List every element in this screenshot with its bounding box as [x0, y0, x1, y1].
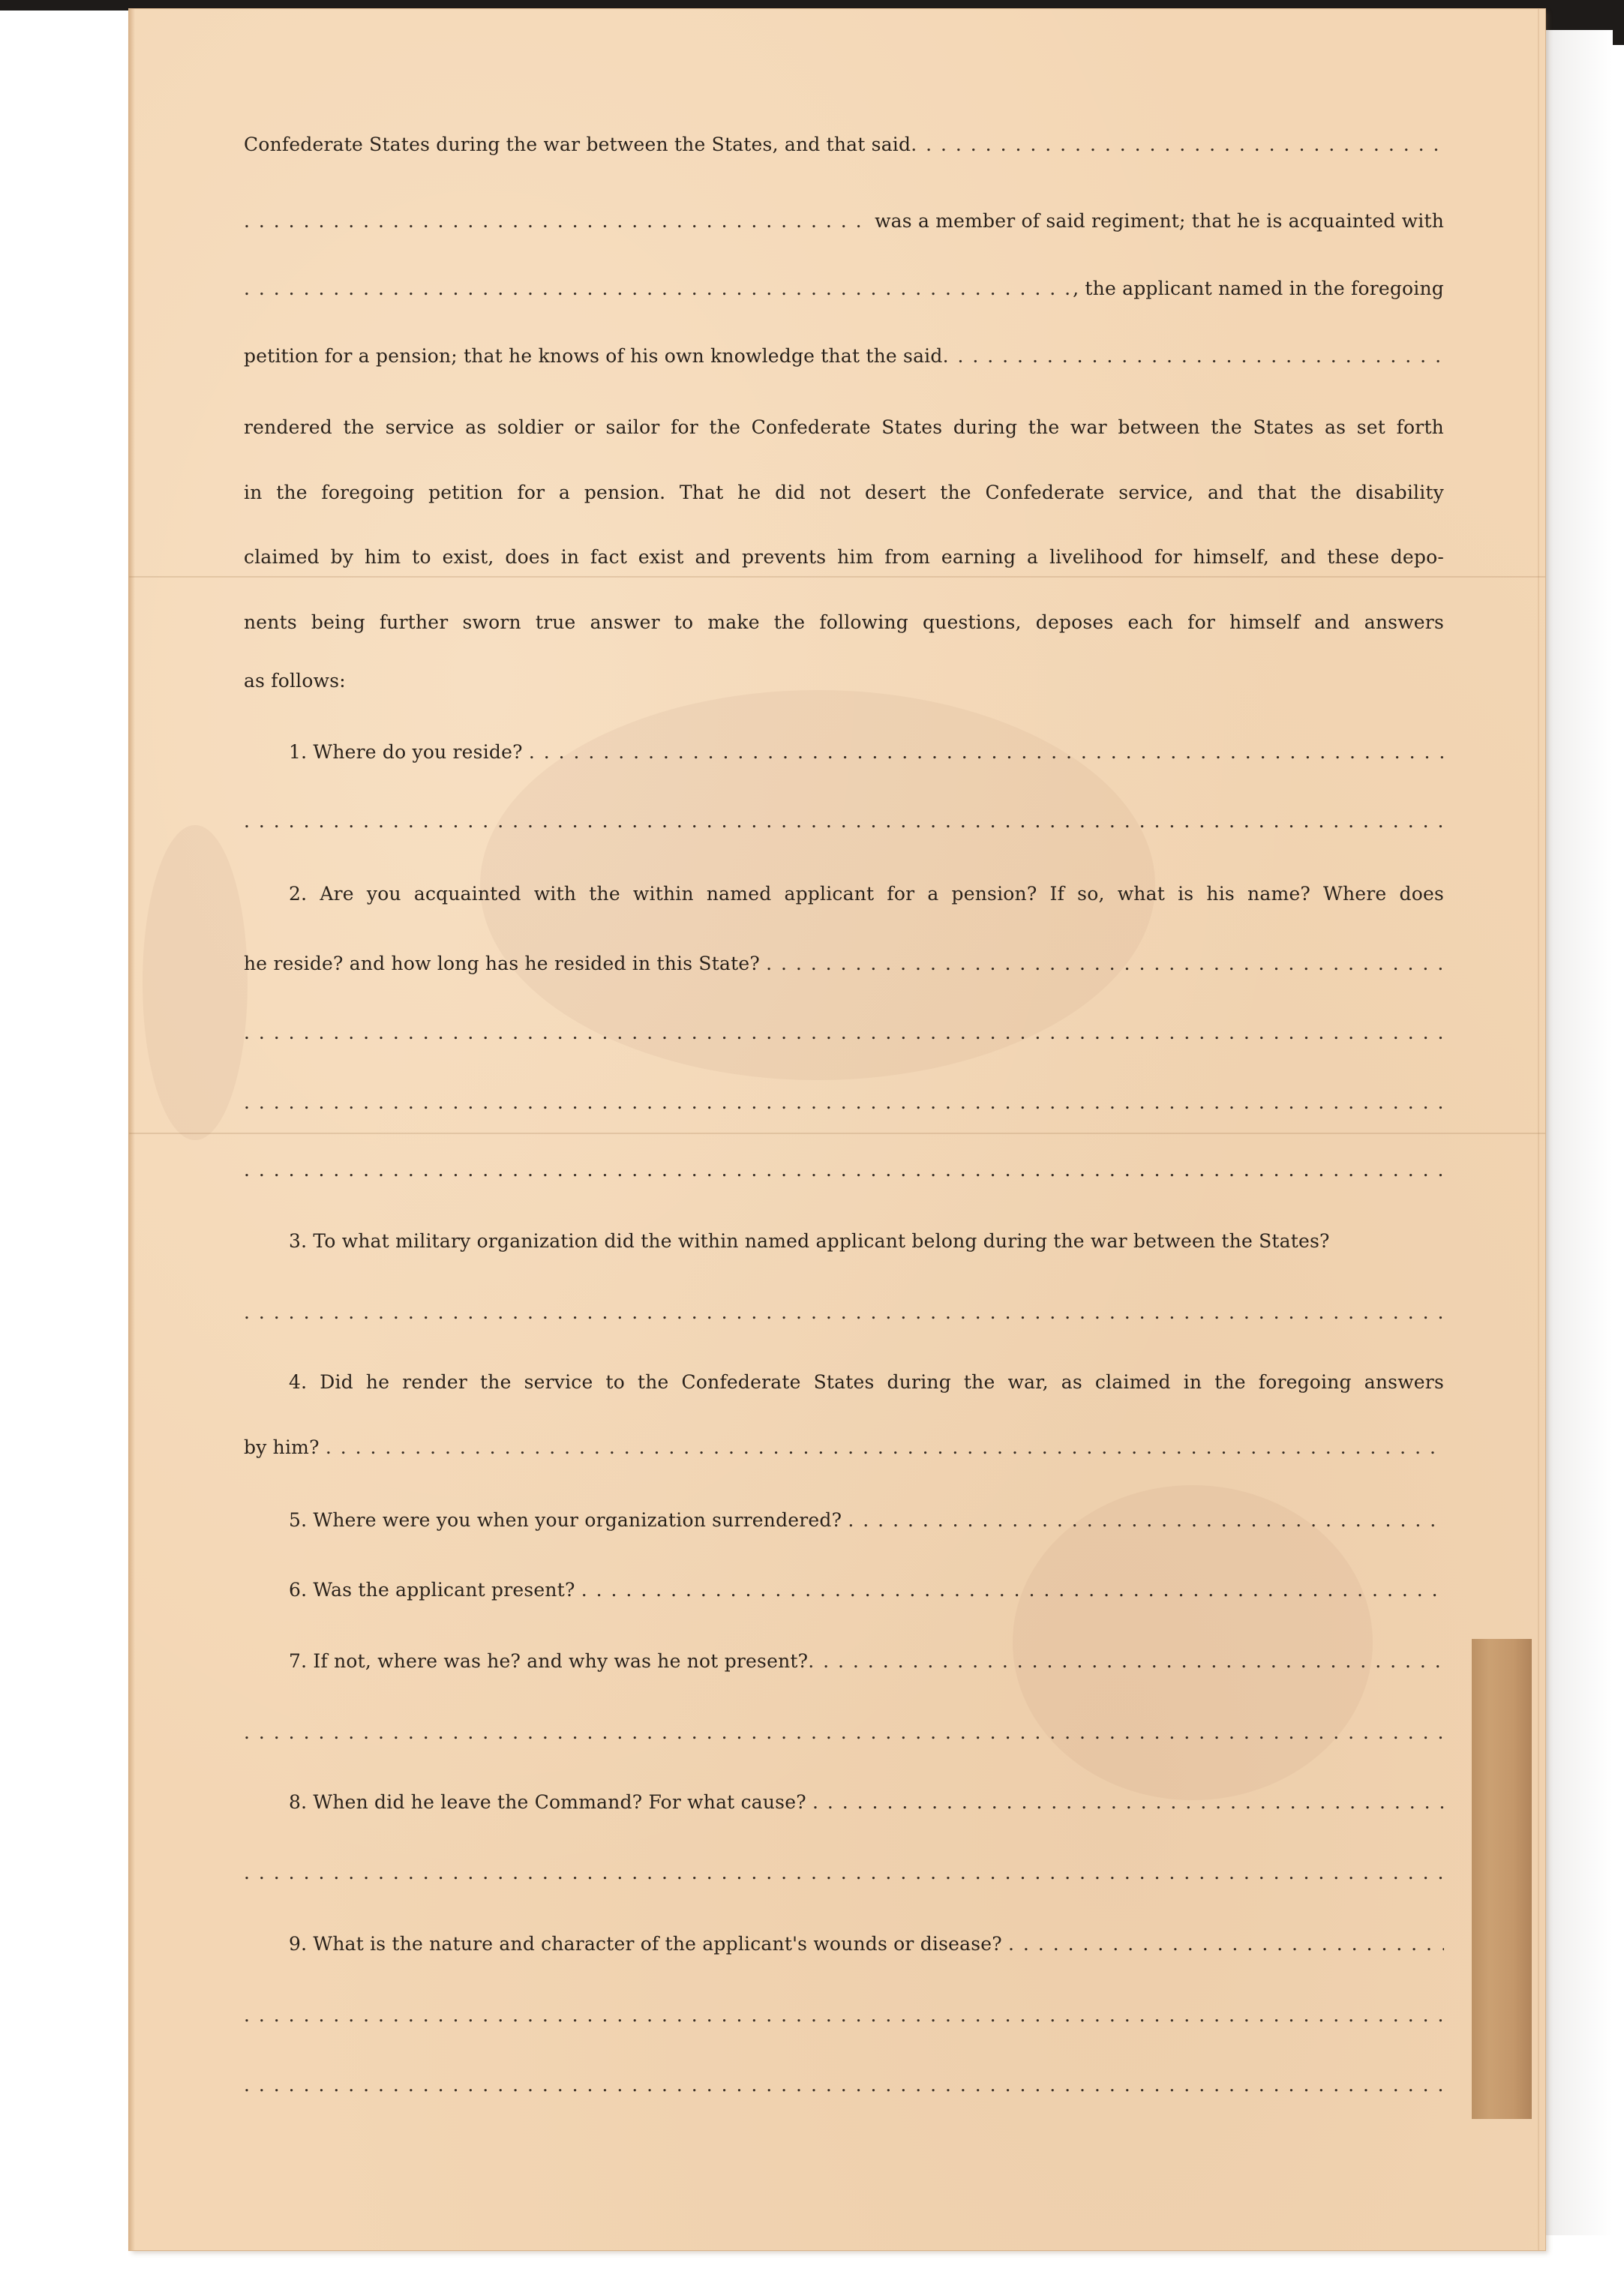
question-text: Was the applicant present? — [313, 1579, 575, 1601]
answer-blank-line[interactable] — [244, 2074, 1444, 2096]
answer-blank[interactable] — [812, 1791, 1444, 1813]
answer-blank[interactable] — [581, 1579, 1444, 1601]
question-number: 3. — [289, 1230, 308, 1252]
question-text: he reside? and how long has he resided in this State? — [244, 953, 760, 974]
question-4 — [244, 1371, 1444, 1393]
question-text: Are you acquainted with the within named applicant for a pension? If so, what is his name? Where does — [320, 883, 1444, 905]
question-3 — [244, 1230, 1444, 1252]
answer-blank[interactable] — [1008, 1933, 1444, 1955]
fold-crease — [129, 1133, 1545, 1134]
answer-blank-line[interactable] — [244, 2004, 1444, 2027]
paragraph-line-9: as follows: — [244, 670, 346, 692]
question-4-continued — [244, 1436, 1444, 1458]
paragraph-line-1 — [244, 134, 1444, 155]
question-2-continued — [244, 953, 1444, 974]
answer-blank-line[interactable] — [244, 1022, 1444, 1044]
question-text: by him? — [244, 1436, 320, 1458]
question-text: Where were you when your organization surrendered? — [313, 1509, 842, 1531]
answer-blank-line[interactable] — [244, 1301, 1444, 1324]
fold-crease-vertical — [1538, 9, 1539, 2250]
question-1 — [244, 741, 1444, 763]
question-text: To what military organization did the within named applicant belong during the war between the States? — [313, 1230, 1330, 1252]
paragraph-text: petition for a pension; that he knows of his own knowledge that the said — [244, 345, 943, 367]
show-through-stain — [1013, 1485, 1373, 1800]
paragraph-line-4 — [244, 345, 1444, 367]
paragraph-line-6: in the foregoing petition for a pension. That he did not desert the Confederate service, and that the disability — [244, 482, 1444, 503]
question-text: What is the nature and character of the applicant's wounds or disease? — [313, 1933, 1002, 1955]
question-text: When did he leave the Command? For what cause? — [313, 1791, 806, 1813]
question-number: 9. — [289, 1933, 308, 1955]
answer-blank-line[interactable] — [244, 810, 1444, 833]
paragraph-line-2 — [244, 210, 1444, 232]
answer-blank-line[interactable] — [244, 1159, 1444, 1181]
answer-blank[interactable] — [326, 1436, 1444, 1458]
blank-fill[interactable] — [244, 210, 869, 232]
question-number: 7. — [289, 1650, 308, 1672]
paragraph-line-7: claimed by him to exist, does in fact exist and prevents him from earning a livelihood for himself, and these depo- — [244, 546, 1444, 568]
question-number: 8. — [289, 1791, 308, 1813]
question-number: 1. — [289, 741, 308, 763]
question-number: 2. — [289, 883, 308, 905]
question-6 — [244, 1579, 1444, 1601]
blank-fill[interactable] — [244, 278, 1073, 299]
question-number: 4. — [289, 1371, 308, 1393]
answer-blank[interactable] — [808, 1650, 1444, 1672]
blank-fill[interactable] — [943, 345, 1444, 367]
question-8 — [244, 1791, 1444, 1813]
paragraph-line-3 — [244, 278, 1444, 299]
question-number: 6. — [289, 1579, 308, 1601]
question-9 — [244, 1933, 1444, 1955]
question-5 — [244, 1509, 1444, 1531]
paragraph-text: was a member of said regiment; that he is acquainted with — [875, 210, 1444, 232]
repair-tape — [1472, 1639, 1532, 2119]
paragraph-line-8: nents being further sworn true answer to make the following questions, deposes each for himself and answers — [244, 611, 1444, 633]
question-2 — [244, 883, 1444, 905]
paper-left-edge — [129, 9, 135, 2250]
fold-crease — [129, 576, 1545, 578]
answer-blank[interactable] — [529, 741, 1444, 763]
question-text: Where do you reside? — [313, 741, 523, 763]
paragraph-line-5: rendered the service as soldier or sailor for the Confederate States during the war between the States as set forth — [244, 416, 1444, 438]
question-number: 5. — [289, 1509, 308, 1531]
question-text: Did he render the service to the Confederate States during the war, as claimed in the foregoing answers — [320, 1371, 1444, 1393]
answer-blank-line[interactable] — [244, 1862, 1444, 1884]
question-7 — [244, 1650, 1444, 1672]
blank-fill[interactable] — [911, 134, 1444, 155]
answer-blank[interactable] — [766, 953, 1444, 974]
answer-blank[interactable] — [848, 1509, 1444, 1531]
paragraph-text: , the applicant named in the foregoing — [1073, 278, 1444, 299]
stamp-bleed — [143, 825, 248, 1140]
answer-blank-line[interactable] — [244, 1721, 1444, 1744]
question-text: If not, where was he? and why was he not present? — [313, 1650, 809, 1672]
answer-blank-line[interactable] — [244, 1091, 1444, 1114]
paragraph-text: Confederate States during the war between the States, and that said — [244, 134, 911, 155]
